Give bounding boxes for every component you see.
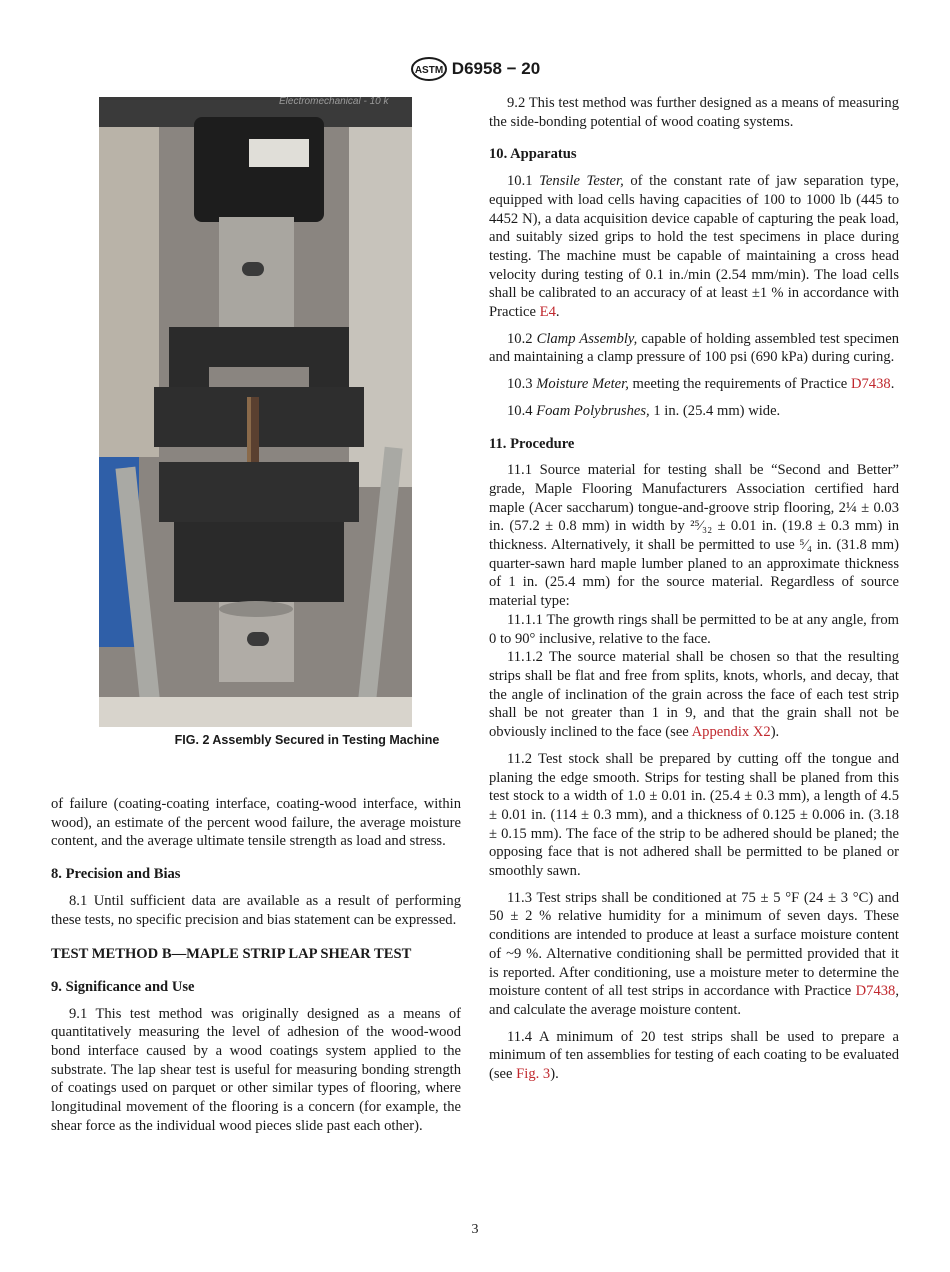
- page-number: 3: [471, 1222, 479, 1237]
- figure-caption: FIG. 2 Assembly Secured in Testing Machine: [174, 733, 440, 747]
- paragraph-11-4: 11.4 A minimum of 20 test strips shall be used to prepare a minimum of ten assemblies for testing of each coating to be evaluated (see Fig. 3).: [489, 1028, 899, 1083]
- heading-test-method-b: TEST METHOD B—MAPLE STRIP LAP SHEAR TEST: [51, 946, 412, 963]
- heading-precision-bias: 8. Precision and Bias: [51, 866, 181, 883]
- paragraph-11-3: 11.3 Test strips shall be conditioned at 75 ± 5 °F (24 ± 3 °C) and 50 ± 2 % relative humidity for a minimum of seven days. These conditions are intended to produce at least a surface moisture content of ~9 %. Alternative conditioning shall be permitted provided that it is reported. After conditioning, use a moisture meter to determine the moisture content of all test strips in accordance with Practice D7438, and calculate the average moisture content.: [489, 889, 899, 1018]
- paragraph-9-2: 9.2 This test method was further designed as a means of measuring the side-bonding potential of wood coating systems.: [489, 95, 899, 130]
- paragraph-failure: of failure (coating-coating interface, coating-wood interface, within wood), an estimate of the percent wood failure, the average moisture content, and the average ultimate tensile strength as load and stress.: [51, 796, 461, 850]
- paragraph-10-4: 10.4 Foam Polybrushes, 1 in. (25.4 mm) wide.: [507, 402, 781, 419]
- link-fig-3[interactable]: Fig. 3: [516, 1066, 551, 1083]
- left-column: [51, 795, 461, 1144]
- page-header: [0, 56, 950, 82]
- heading-significance-use: 9. Significance and Use: [51, 978, 195, 995]
- right-column: [489, 94, 899, 1092]
- paragraph-10-3: 10.3 Moisture Meter, meeting the requirements of Practice D7438.: [507, 376, 895, 393]
- astm-logo-text: ASTM: [414, 65, 443, 76]
- heading-apparatus: 10. Apparatus: [489, 146, 577, 163]
- paragraph-9-1: 9.1 This test method was originally designed as a means of quantitatively measuring the level of adhesion of the wood-wood bond interface caused by a wood coatings system applied to the substrate. The lap shear test is useful for measuring bonding strength of coatings used on parquet or other similar types of flooring, where longitudinal movement of the flooring is a concern (for example, the shear force as the individual wood pieces slide past each other).: [51, 1005, 461, 1134]
- link-d7438[interactable]: D7438: [850, 376, 891, 393]
- paragraph-10-2: 10.2 Clamp Assembly, capable of holding assembled test specimen and maintaining a clamp pressure of 100 psi (690 kPa) during curing.: [489, 330, 899, 366]
- link-e4[interactable]: E4: [539, 304, 556, 321]
- paragraph-11-1: 11.1 Source material for testing shall be “Second and Better” grade, Maple Flooring Manufacturers Association certified hard maple (Acer saccharum) tongue-and-groove strip flooring, 2¼ ± 0.03 in. (57.2 ± 0.8 mm) in width by ²⁵⁄₃₂ ± 0.01 in. (19.8 ± 0.3 mm) in thickness. Alternatively, it shall be permitted to use ⁵⁄₄ in. (31.8 mm) quarter-sawn hard maple lumber planed to an approximate thickness of 1 in. (25.4 mm) for the source material. Regardless of source material type:: [489, 462, 899, 610]
- figure-2-photo: [99, 97, 412, 727]
- astm-logo-icon: [410, 56, 448, 82]
- paragraph-11-2: 11.2 Test stock shall be prepared by cutting off the tongue and planing the edge smooth. Strips for testing shall be planed from this test stock to a width of 1.0 ± 0.01 in. (25.4 ± 0.3 mm), a length of 4.5 ± 0.01 in. (114 ± 0.3 mm), and a thickness of 0.125 ± 0.006 in. (3.18 ± 0.15 mm). The face of the strip to be adhered should be planed; the opposing face that is not adhered shall be permitted to be planed or smoothly sawn.: [489, 750, 899, 880]
- paragraph-10-1: 10.1 Tensile Tester, of the constant rate of jaw separation type, equipped with load cells having capacities of 100 to 1000 lb (445 to 4452 N), a data acquisition device capable of capturing the peak load, and suitably sized grips to hold the test specimens in place during testing. The machine must be capable of maintaining a cross head velocity during testing of 0.1 in./min (2.54 mm/min). The load cells shall be calibrated to an accuracy of at least ±1 % in accordance with Practice E4.: [489, 173, 899, 321]
- testing-machine-illustration: [99, 97, 412, 727]
- link-appendix-x2[interactable]: Appendix X2: [691, 724, 771, 741]
- heading-procedure: 11. Procedure: [489, 435, 575, 452]
- standard-designation: D6958 − 20: [451, 59, 541, 78]
- machine-label: Electromechanical - 10 k: [279, 97, 389, 107]
- link-d7438-2[interactable]: D7438: [855, 983, 896, 1000]
- paragraph-8-1: 8.1 Until sufficient data are available as a result of performing these tests, no specific precision and bias statement can be expressed.: [51, 892, 461, 928]
- paragraph-11-1-2: 11.1.2 The source material shall be chosen so that the resulting strips shall be flat and free from splits, knots, whorls, and decay, that the angle of inclination of the grain across the face of each test strip shall be not greater than 1 in 9, and that the grain shall not be obviously inclined to the face (see Appendix X2).: [489, 649, 899, 741]
- paragraph-11-1-1: 11.1.1 The growth rings shall be permitted to be at any angle, from 0 to 90° inclusive, relative to the face.: [489, 611, 899, 647]
